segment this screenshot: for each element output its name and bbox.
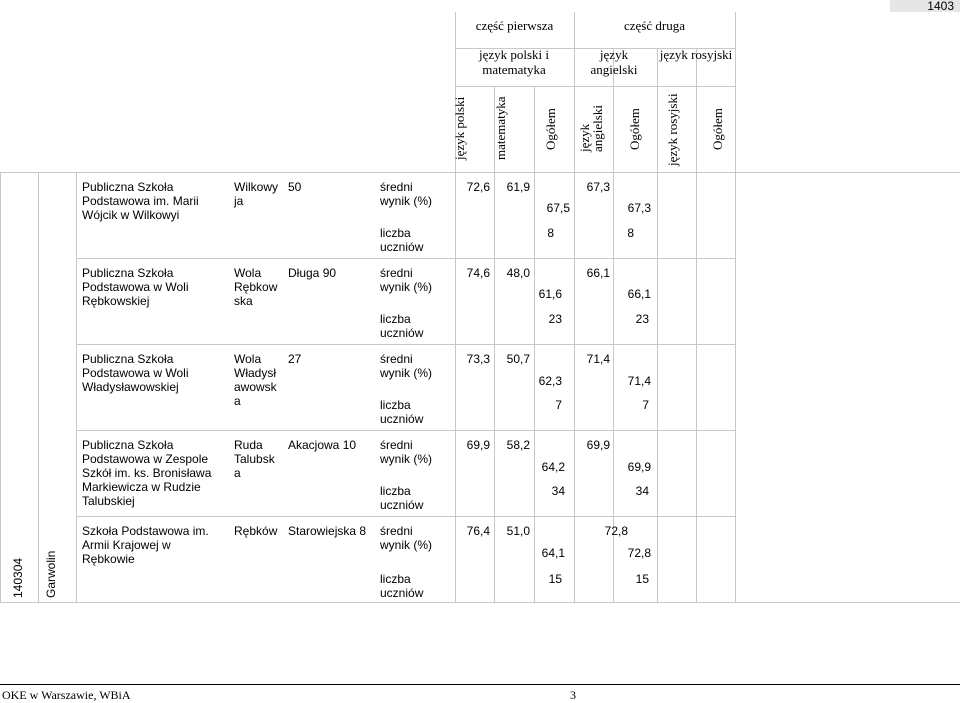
count-total1: 23 xyxy=(548,312,562,326)
count-total3: 34 xyxy=(635,484,649,498)
count-total1: 7 xyxy=(555,398,562,412)
value-polish: 72,6 xyxy=(466,180,490,194)
count-total1: 8 xyxy=(547,226,554,240)
header-sub1: język polski i matematyka xyxy=(478,47,550,77)
school-place: Rębków xyxy=(234,524,278,538)
header-part1: część pierwsza xyxy=(475,18,554,33)
col-header-english: język angielski xyxy=(577,105,605,152)
school-name: Publiczna Szkoła Podstawowa w Woli Rębkowskiej xyxy=(82,266,189,308)
school-street: Długa 90 xyxy=(288,266,337,280)
label-average: średni wynik (%) xyxy=(380,438,433,466)
school-street: 50 xyxy=(288,180,302,194)
value-math: 61,9 xyxy=(506,180,530,194)
value-total3: 66,1 xyxy=(627,287,651,301)
value-russian: 67,3 xyxy=(586,180,610,194)
col-header-math: matematyka xyxy=(493,96,508,160)
district-name: Garwolin xyxy=(44,550,58,598)
school-place: Ruda Talubsk a xyxy=(234,438,275,480)
value-total3: 69,9 xyxy=(627,460,651,474)
school-street: Akacjowa 10 xyxy=(288,438,357,452)
value-total3: 67,3 xyxy=(627,201,651,215)
header-part2: część druga xyxy=(624,18,685,33)
value-total1: 67,5 xyxy=(546,201,570,215)
header-sub2: język angielski xyxy=(590,47,638,77)
value-russian: 71,4 xyxy=(586,352,610,366)
label-average: średni wynik (%) xyxy=(380,180,433,208)
value-total1: 61,6 xyxy=(538,287,562,301)
school-street: Starowiejska 8 xyxy=(288,524,367,538)
label-count: liczba uczniów xyxy=(380,484,424,512)
school-place: Wola Władysł awowsk a xyxy=(234,352,277,408)
col-header-total1: Ogółem xyxy=(543,108,558,150)
col-header-russian: język rosyjski xyxy=(665,93,680,166)
value-russian: 69,9 xyxy=(586,438,610,452)
label-average: średni wynik (%) xyxy=(380,524,433,552)
value-russian: 72,8 xyxy=(604,524,628,538)
value-math: 51,0 xyxy=(506,524,530,538)
school-name: Publiczna Szkoła Podstawowa im. Marii Wójcik w Wilkowyi xyxy=(82,180,199,222)
value-math: 48,0 xyxy=(506,266,530,280)
label-count: liczba uczniów xyxy=(380,312,424,340)
count-total1: 15 xyxy=(548,572,562,586)
col-header-total2: Ogółem xyxy=(627,108,642,150)
value-total1: 64,1 xyxy=(541,546,565,560)
footer-org: OKE w Warszawie, WBiA xyxy=(2,688,131,702)
value-polish: 74,6 xyxy=(466,266,490,280)
value-total1: 64,2 xyxy=(541,460,565,474)
label-count: liczba uczniów xyxy=(380,226,424,254)
count-total3: 15 xyxy=(635,572,649,586)
value-math: 58,2 xyxy=(506,438,530,452)
school-place: Wilkowy ja xyxy=(234,180,278,208)
school-name: Publiczna Szkoła Podstawowa w Zespole Szkół im. ks. Bronisława Markiewicza w Rudzie Talubskiej xyxy=(82,438,212,508)
school-name: Publiczna Szkoła Podstawowa w Woli Władysławowskiej xyxy=(82,352,189,394)
count-total3: 8 xyxy=(627,226,634,240)
col-header-total3: Ogółem xyxy=(710,108,725,150)
label-average: średni wynik (%) xyxy=(380,266,433,294)
school-name: Szkoła Podstawowa im. Armii Krajowej w Rębkowie xyxy=(82,524,209,566)
footer-page: 3 xyxy=(570,688,576,702)
header-sub3: język rosyjski xyxy=(659,47,733,62)
value-russian: 66,1 xyxy=(586,266,610,280)
school-street: 27 xyxy=(288,352,302,366)
value-polish: 76,4 xyxy=(466,524,490,538)
district-code: 140304 xyxy=(11,557,25,598)
value-polish: 69,9 xyxy=(466,438,490,452)
count-total1: 34 xyxy=(551,484,565,498)
value-total3: 71,4 xyxy=(627,374,651,388)
value-total1: 62,3 xyxy=(538,374,562,388)
count-total3: 23 xyxy=(635,312,649,326)
count-total3: 7 xyxy=(642,398,649,412)
value-total3: 72,8 xyxy=(627,546,651,560)
school-place: Wola Rębkow ska xyxy=(234,266,278,308)
page-number: 1403 xyxy=(890,0,960,12)
value-math: 50,7 xyxy=(506,352,530,366)
label-average: średni wynik (%) xyxy=(380,352,433,380)
label-count: liczba uczniów xyxy=(380,398,424,426)
value-polish: 73,3 xyxy=(466,352,490,366)
label-count: liczba uczniów xyxy=(380,572,424,600)
col-header-polish: język polski xyxy=(452,96,467,160)
